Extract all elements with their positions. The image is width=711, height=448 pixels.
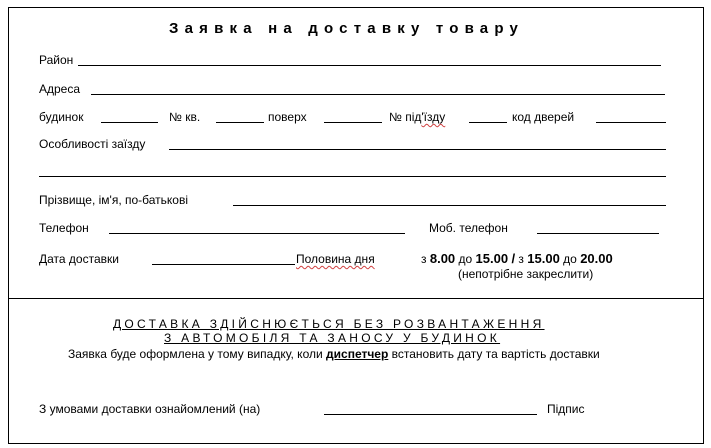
mobile-phone-label: Моб. телефон bbox=[429, 221, 508, 235]
door-code-field[interactable] bbox=[596, 122, 666, 123]
entrance-field[interactable] bbox=[469, 122, 507, 123]
entry-features-field[interactable] bbox=[169, 149, 666, 150]
half-day-label-text: Половина дня bbox=[296, 252, 375, 266]
mobile-phone-field[interactable] bbox=[537, 233, 659, 234]
floor-label: поверх bbox=[268, 110, 307, 124]
building-label: будинок bbox=[39, 110, 84, 124]
slot2-end: 20.00 bbox=[580, 251, 613, 266]
full-name-field[interactable] bbox=[233, 205, 666, 206]
half-day-label bbox=[296, 252, 375, 266]
apartment-field[interactable] bbox=[216, 122, 264, 123]
slot2-to: до bbox=[563, 252, 577, 266]
delivery-date-field[interactable] bbox=[152, 264, 295, 265]
notice-info bbox=[68, 347, 600, 361]
entry-features-label: Особливості заїзду bbox=[39, 137, 146, 151]
door-code-label: код дверей bbox=[512, 110, 575, 124]
district-field[interactable] bbox=[78, 65, 661, 66]
full-name-label: Прізвище, ім'я, по-батькові bbox=[39, 193, 189, 207]
apartment-label: № кв. bbox=[169, 110, 201, 124]
slot-separator: / bbox=[511, 251, 516, 266]
floor-field[interactable] bbox=[324, 122, 382, 123]
time-slots-note: (непотрібне закреслити) bbox=[458, 267, 594, 281]
slot1-from: з bbox=[421, 252, 427, 266]
entrance-label-prefix: № під bbox=[389, 110, 422, 124]
notice-info-before: Заявка буде оформлена у тому випадку, коли bbox=[68, 347, 323, 361]
district-label: Район bbox=[39, 53, 74, 67]
address-field[interactable] bbox=[91, 94, 665, 95]
delivery-request-form bbox=[8, 7, 704, 444]
entrance-label-suffix: 'їзду bbox=[421, 110, 446, 124]
slot2-from: з bbox=[518, 252, 524, 266]
entrance-label bbox=[389, 110, 445, 124]
phone-label: Телефон bbox=[39, 221, 89, 235]
slot1-start: 8.00 bbox=[429, 251, 456, 266]
slot2-start: 15.00 bbox=[527, 251, 560, 266]
notice-line2: З АВТОМОБІЛЯ ТА ЗАНОСУ У БУДИНОК bbox=[164, 331, 501, 345]
address-label: Адреса bbox=[39, 82, 81, 96]
notice-info-after: встановить дату та вартість доставки bbox=[391, 347, 600, 361]
phone-field[interactable] bbox=[109, 233, 405, 234]
entry-features-field-line2[interactable] bbox=[39, 176, 666, 177]
acknowledgement-signature-field[interactable] bbox=[324, 414, 537, 415]
delivery-date-label: Дата доставки bbox=[39, 252, 119, 266]
signature-label: Підпис bbox=[547, 402, 585, 416]
section-divider bbox=[9, 298, 703, 299]
notice-line1: ДОСТАВКА ЗДІЙСНЮЄТЬСЯ БЕЗ РОЗВАНТАЖЕННЯ bbox=[113, 317, 545, 331]
notice-info-dispatcher: диспетчер bbox=[326, 347, 389, 361]
building-field[interactable] bbox=[101, 122, 158, 123]
slot1-end: 15.00 bbox=[475, 251, 509, 266]
acknowledgement-label: З умовами доставки ознайомлений (на) bbox=[39, 402, 261, 416]
slot1-to: до bbox=[458, 252, 473, 266]
form-title: Заявка на доставку товару bbox=[169, 20, 525, 37]
time-slots[interactable] bbox=[421, 251, 613, 267]
